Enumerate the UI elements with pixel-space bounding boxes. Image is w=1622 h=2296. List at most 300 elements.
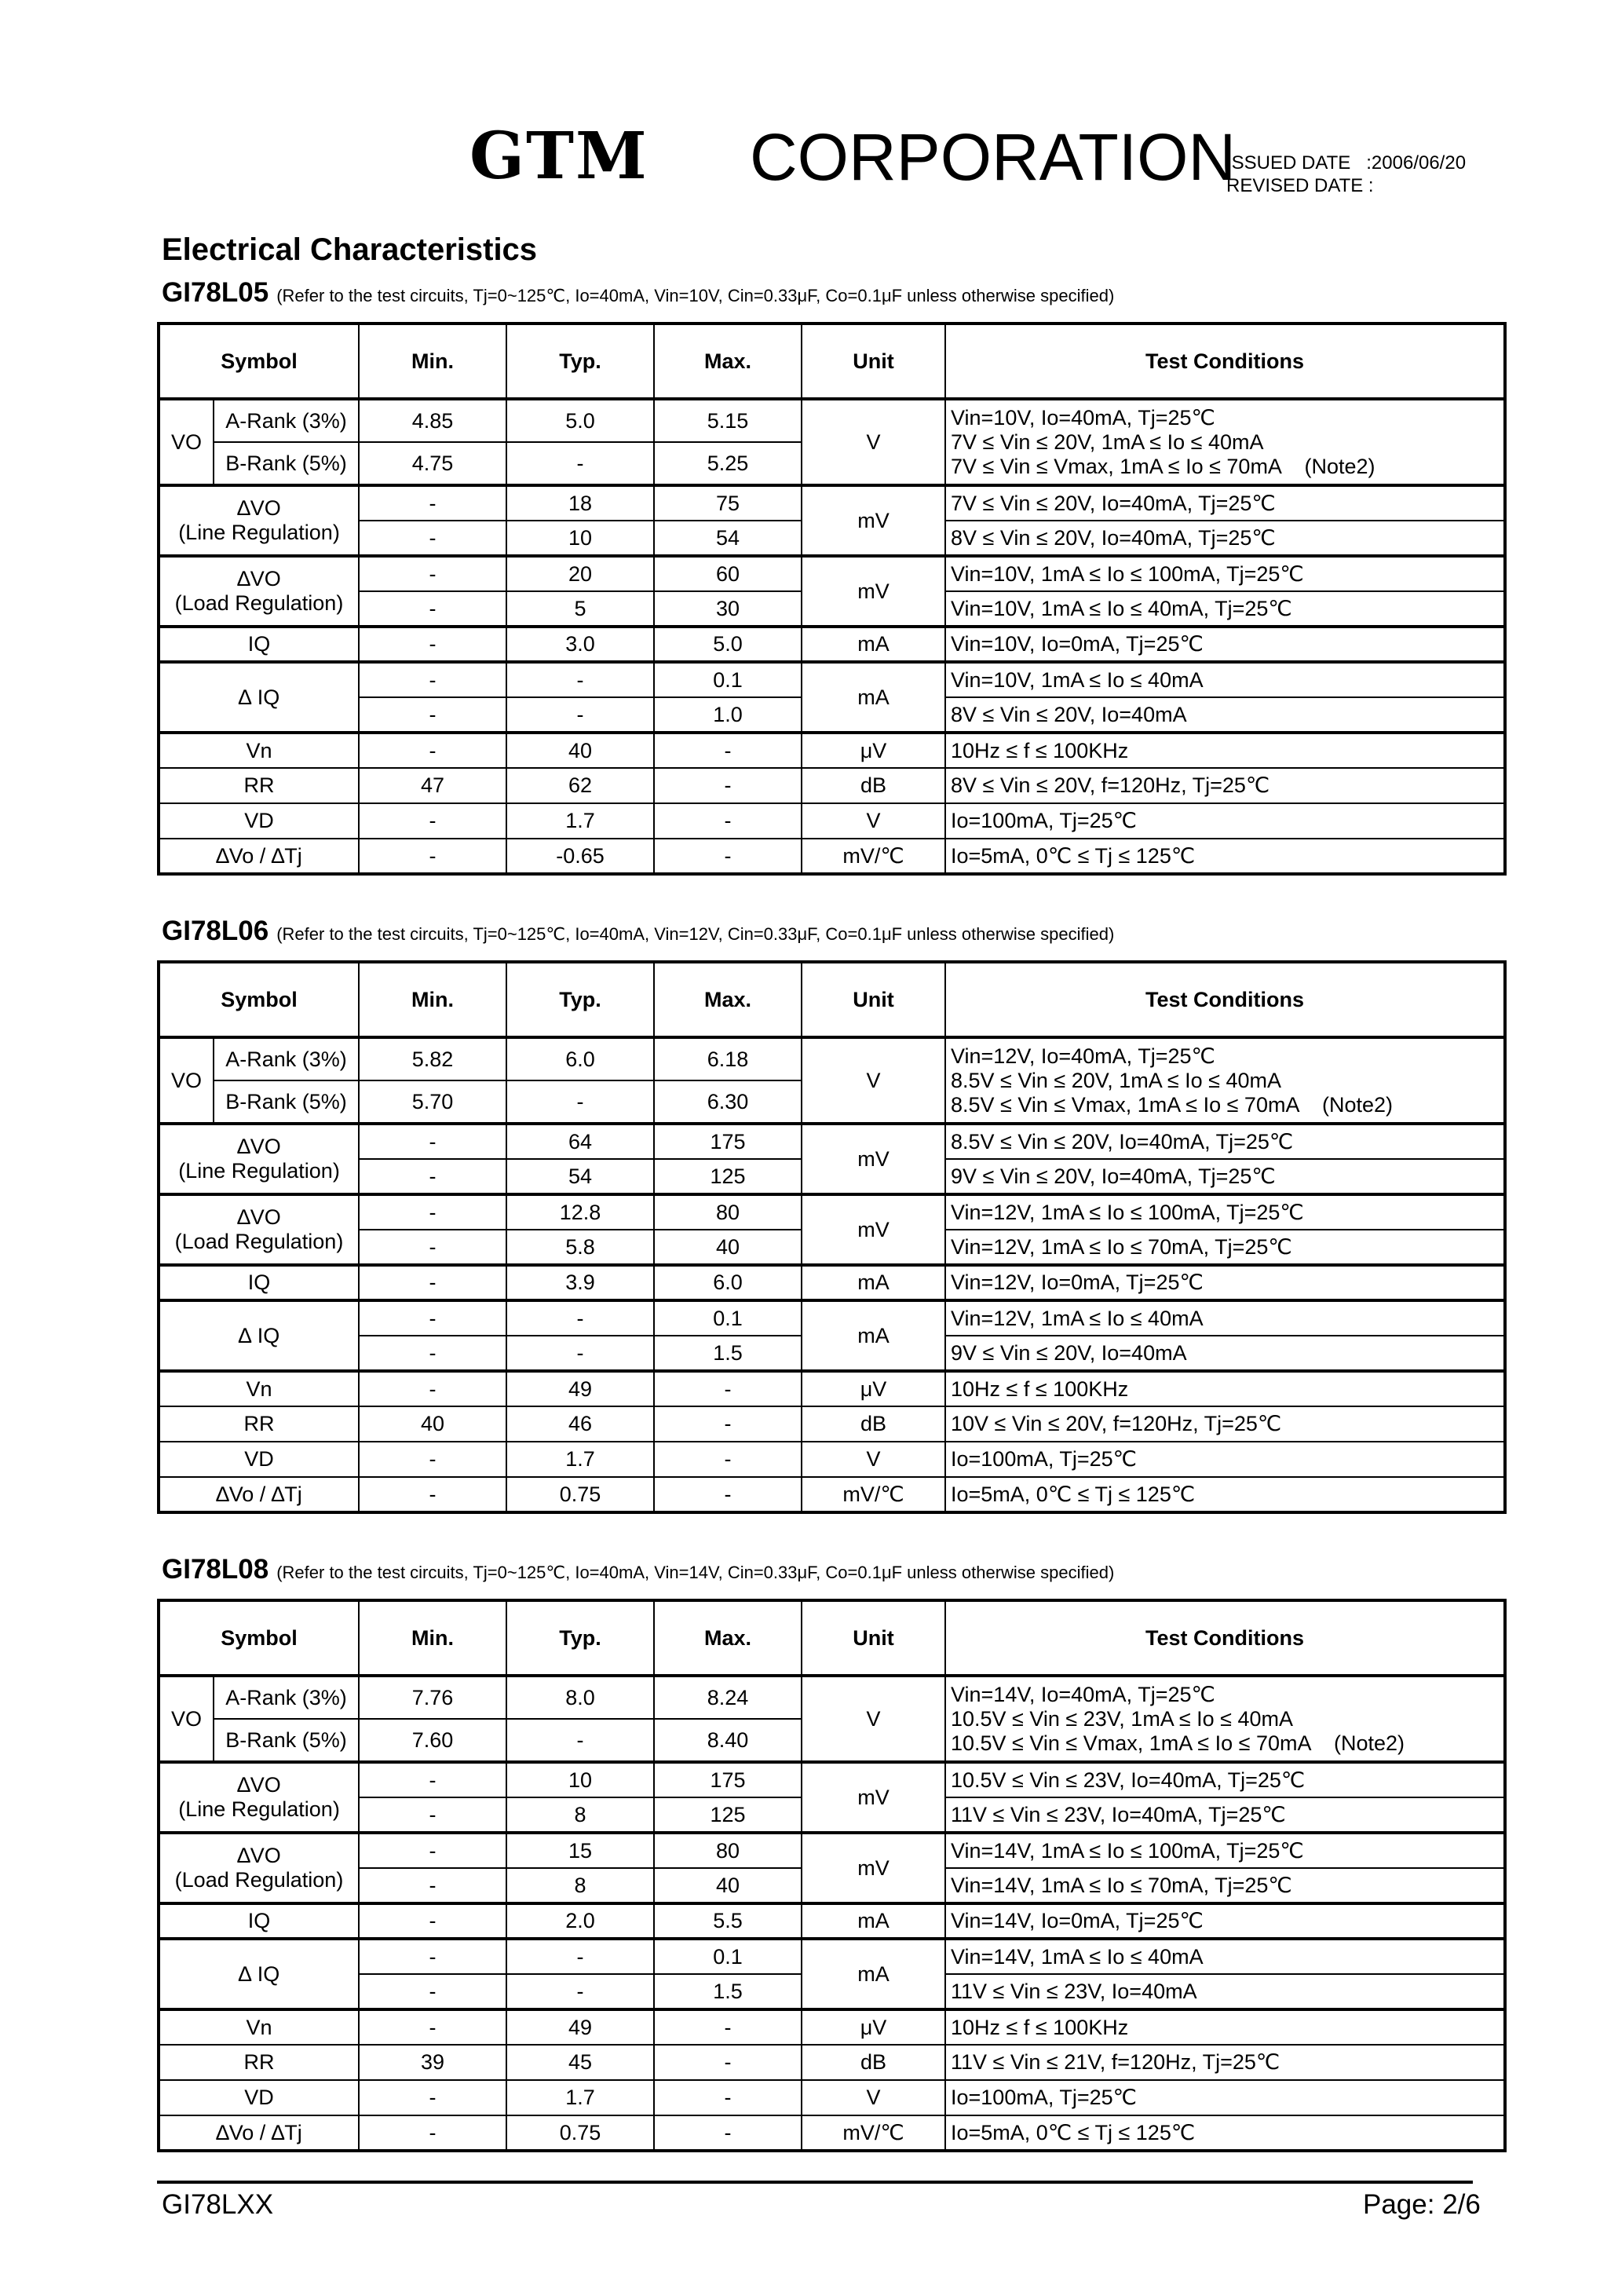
max-cell: 40 (654, 1868, 802, 1903)
typ-cell: 40 (506, 733, 654, 768)
min-cell: - (359, 1371, 506, 1406)
typ-cell: 62 (506, 768, 654, 803)
col-min: Min. (359, 1600, 506, 1676)
typ-cell: 5 (506, 591, 654, 627)
max-cell: 30 (654, 591, 802, 627)
company-logo: GTM (469, 119, 648, 194)
max-cell: 0.1 (654, 1939, 802, 1974)
unit-cell: V (802, 1676, 945, 1762)
unit-cell: mV (802, 556, 945, 627)
condition-line: Vin=12V, Io=40mA, Tj=25℃ (951, 1044, 1215, 1068)
symbol-subtext: (Line Regulation) (178, 1797, 340, 1821)
typ-cell: - (506, 697, 654, 733)
symbol-cell: VD (159, 2080, 359, 2115)
rank-cell: A-Rank (3%) (214, 399, 359, 442)
typ-cell: -0.65 (506, 839, 654, 874)
col-conditions: Test Conditions (945, 962, 1505, 1037)
typ-cell: - (506, 1974, 654, 2009)
min-cell: - (359, 1124, 506, 1159)
typ-cell: 6.0 (506, 1037, 654, 1080)
conditions-cell: Vin=14V, 1mA ≤ Io ≤ 40mA (945, 1939, 1505, 1974)
max-cell: 5.0 (654, 627, 802, 662)
typ-cell: - (506, 1719, 654, 1762)
max-cell: - (654, 2009, 802, 2045)
symbol-cell (159, 1762, 359, 1833)
max-cell: 5.25 (654, 442, 802, 485)
table-header-row (159, 1600, 1505, 1676)
table-row (159, 2115, 1505, 2151)
test-note: (Refer to the test circuits, Tj=0~125℃, Io=40mA, Vin=14V, Cin=0.33μF, Co=0.1μF unless otherwise specified) (276, 1563, 1115, 1582)
col-typ: Typ. (506, 1600, 654, 1676)
max-cell: 6.30 (654, 1080, 802, 1124)
max-cell: 5.15 (654, 399, 802, 442)
condition-line: 8.5V ≤ Vin ≤ 20V, 1mA ≤ Io ≤ 40mA (951, 1068, 1282, 1092)
conditions-cell: Io=5mA, 0℃ ≤ Tj ≤ 125℃ (945, 839, 1505, 874)
typ-cell: - (506, 442, 654, 485)
min-cell: - (359, 839, 506, 874)
symbol-text: ∆VO (237, 496, 281, 520)
conditions-cell: 10Hz ≤ f ≤ 100KHz (945, 1371, 1505, 1406)
rank-cell: B-Rank (5%) (214, 1080, 359, 1124)
min-cell: - (359, 1194, 506, 1230)
min-cell: 40 (359, 1406, 506, 1442)
footer-divider (157, 2181, 1473, 2184)
col-min: Min. (359, 324, 506, 399)
test-note: (Refer to the test circuits, Tj=0~125℃, Io=40mA, Vin=12V, Cin=0.33μF, Co=0.1μF unless otherwise specified) (276, 924, 1115, 944)
table-header-row (159, 962, 1505, 1037)
table-row (159, 1939, 1505, 1974)
conditions-cell: 7V ≤ Vin ≤ 20V, Io=40mA, Tj=25℃ (945, 485, 1505, 521)
max-cell: 80 (654, 1194, 802, 1230)
typ-cell: 45 (506, 2045, 654, 2080)
symbol-cell: VO (159, 399, 214, 485)
max-cell: 1.5 (654, 1336, 802, 1371)
table-header-row (159, 324, 1505, 399)
typ-cell: 54 (506, 1159, 654, 1194)
symbol-cell: RR (159, 2045, 359, 2080)
typ-cell: 49 (506, 2009, 654, 2045)
unit-cell: V (802, 803, 945, 839)
min-cell: 4.85 (359, 399, 506, 442)
table-row (159, 556, 1505, 591)
max-cell: 175 (654, 1124, 802, 1159)
company-name: CORPORATION (750, 120, 1237, 194)
table-row (159, 1124, 1505, 1159)
typ-cell: - (506, 1300, 654, 1336)
typ-cell: 3.9 (506, 1265, 654, 1300)
typ-cell: 12.8 (506, 1194, 654, 1230)
max-cell: 6.18 (654, 1037, 802, 1080)
table-row (159, 662, 1505, 697)
table-row (159, 1477, 1505, 1512)
table-row (159, 1676, 1505, 1719)
typ-cell: 64 (506, 1124, 654, 1159)
col-typ: Typ. (506, 962, 654, 1037)
typ-cell: 5.8 (506, 1230, 654, 1265)
table-row (159, 768, 1505, 803)
max-cell: - (654, 2080, 802, 2115)
symbol-subtext: (Load Regulation) (174, 1230, 344, 1253)
symbol-cell: ∆Vo / ∆Tj (159, 1477, 359, 1512)
unit-cell: mV (802, 1194, 945, 1265)
unit-cell: mA (802, 662, 945, 733)
symbol-cell (159, 1124, 359, 1194)
electrical-characteristics-table (157, 960, 1507, 1514)
condition-line: 10.5V ≤ Vin ≤ Vmax, 1mA ≤ Io ≤ 70mA (Note2) (951, 1731, 1405, 1755)
symbol-cell: VD (159, 803, 359, 839)
table-row (159, 2045, 1505, 2080)
min-cell: - (359, 1903, 506, 1939)
min-cell: - (359, 556, 506, 591)
conditions-cell: 8V ≤ Vin ≤ 20V, Io=40mA (945, 697, 1505, 733)
symbol-cell: RR (159, 1406, 359, 1442)
unit-cell: V (802, 1442, 945, 1477)
table-row (159, 1371, 1505, 1406)
max-cell: 175 (654, 1762, 802, 1797)
max-cell: 75 (654, 485, 802, 521)
min-cell: 5.70 (359, 1080, 506, 1124)
conditions-cell: 11V ≤ Vin ≤ 23V, Io=40mA (945, 1974, 1505, 2009)
max-cell: - (654, 733, 802, 768)
max-cell: 0.1 (654, 1300, 802, 1336)
conditions-cell: 8.5V ≤ Vin ≤ 20V, Io=40mA, Tj=25℃ (945, 1124, 1505, 1159)
unit-cell: V (802, 1037, 945, 1124)
unit-cell: mV (802, 1124, 945, 1194)
col-unit: Unit (802, 1600, 945, 1676)
symbol-cell (159, 556, 359, 627)
max-cell: 8.24 (654, 1676, 802, 1719)
condition-line: 8.5V ≤ Vin ≤ Vmax, 1mA ≤ Io ≤ 70mA (Note2) (951, 1092, 1394, 1117)
table-heading (162, 917, 1114, 945)
symbol-cell (159, 1833, 359, 1903)
unit-cell: dB (802, 768, 945, 803)
revised-date: REVISED DATE : (1226, 175, 1374, 196)
min-cell: - (359, 1230, 506, 1265)
min-cell: - (359, 521, 506, 556)
table-row (159, 1833, 1505, 1868)
col-unit: Unit (802, 962, 945, 1037)
conditions-cell: 11V ≤ Vin ≤ 21V, f=120Hz, Tj=25℃ (945, 2045, 1505, 2080)
max-cell: 8.40 (654, 1719, 802, 1762)
typ-cell: 5.0 (506, 399, 654, 442)
condition-line: 7V ≤ Vin ≤ 20V, 1mA ≤ Io ≤ 40mA (951, 430, 1264, 454)
symbol-cell: VO (159, 1676, 214, 1762)
max-cell: 0.1 (654, 662, 802, 697)
min-cell: - (359, 1336, 506, 1371)
conditions-cell (945, 1676, 1505, 1762)
typ-cell: 0.75 (506, 1477, 654, 1512)
max-cell: 80 (654, 1833, 802, 1868)
unit-cell: dB (802, 2045, 945, 2080)
typ-cell: - (506, 1336, 654, 1371)
col-conditions: Test Conditions (945, 1600, 1505, 1676)
unit-cell: mV (802, 1762, 945, 1833)
symbol-cell: IQ (159, 1265, 359, 1300)
typ-cell: 20 (506, 556, 654, 591)
symbol-cell: ∆Vo / ∆Tj (159, 839, 359, 874)
typ-cell: 8 (506, 1797, 654, 1833)
col-max: Max. (654, 324, 802, 399)
electrical-characteristics-table (157, 322, 1507, 876)
max-cell: 6.0 (654, 1265, 802, 1300)
symbol-text: ∆VO (237, 567, 281, 590)
conditions-cell (945, 1037, 1505, 1124)
table-row (159, 733, 1505, 768)
conditions-cell: Io=5mA, 0℃ ≤ Tj ≤ 125℃ (945, 2115, 1505, 2151)
symbol-cell: ∆Vo / ∆Tj (159, 2115, 359, 2151)
typ-cell: 8.0 (506, 1676, 654, 1719)
symbol-text: ∆VO (237, 1844, 281, 1867)
conditions-cell: Vin=12V, 1mA ≤ Io ≤ 40mA (945, 1300, 1505, 1336)
max-cell: 40 (654, 1230, 802, 1265)
unit-cell: mV (802, 1833, 945, 1903)
conditions-cell: 10V ≤ Vin ≤ 20V, f=120Hz, Tj=25℃ (945, 1406, 1505, 1442)
symbol-subtext: (Load Regulation) (174, 1868, 344, 1892)
col-max: Max. (654, 962, 802, 1037)
conditions-cell: Vin=14V, 1mA ≤ Io ≤ 70mA, Tj=25℃ (945, 1868, 1505, 1903)
min-cell: - (359, 1833, 506, 1868)
min-cell: - (359, 2115, 506, 2151)
typ-cell: 2.0 (506, 1903, 654, 1939)
typ-cell: 10 (506, 1762, 654, 1797)
unit-cell: V (802, 2080, 945, 2115)
typ-cell: 49 (506, 1371, 654, 1406)
symbol-subtext: (Line Regulation) (178, 1159, 340, 1183)
min-cell: - (359, 627, 506, 662)
min-cell: 39 (359, 2045, 506, 2080)
table-row (159, 1265, 1505, 1300)
conditions-cell: Vin=10V, 1mA ≤ Io ≤ 40mA, Tj=25℃ (945, 591, 1505, 627)
typ-cell: 8 (506, 1868, 654, 1903)
table-row (159, 839, 1505, 874)
test-note: (Refer to the test circuits, Tj=0~125℃, Io=40mA, Vin=10V, Cin=0.33μF, Co=0.1μF unless otherwise specified) (276, 286, 1115, 305)
min-cell: 7.76 (359, 1676, 506, 1719)
symbol-cell: RR (159, 768, 359, 803)
conditions-cell: Io=100mA, Tj=25℃ (945, 1442, 1505, 1477)
condition-line: Vin=14V, Io=40mA, Tj=25℃ (951, 1682, 1215, 1706)
table-row (159, 1300, 1505, 1336)
table-row (159, 1442, 1505, 1477)
min-cell: - (359, 1477, 506, 1512)
max-cell: - (654, 839, 802, 874)
min-cell: - (359, 1159, 506, 1194)
typ-cell: - (506, 662, 654, 697)
table-row (159, 1194, 1505, 1230)
max-cell: 125 (654, 1797, 802, 1833)
min-cell: - (359, 803, 506, 839)
symbol-cell (159, 485, 359, 556)
condition-line: 10.5V ≤ Vin ≤ 23V, 1mA ≤ Io ≤ 40mA (951, 1706, 1294, 1731)
conditions-cell: 11V ≤ Vin ≤ 23V, Io=40mA, Tj=25℃ (945, 1797, 1505, 1833)
col-symbol: Symbol (159, 1600, 359, 1676)
max-cell: 54 (654, 521, 802, 556)
col-symbol: Symbol (159, 324, 359, 399)
conditions-cell: Vin=12V, 1mA ≤ Io ≤ 100mA, Tj=25℃ (945, 1194, 1505, 1230)
typ-cell: 18 (506, 485, 654, 521)
conditions-cell: Vin=10V, 1mA ≤ Io ≤ 100mA, Tj=25℃ (945, 556, 1505, 591)
max-cell: - (654, 1406, 802, 1442)
conditions-cell: Vin=12V, 1mA ≤ Io ≤ 70mA, Tj=25℃ (945, 1230, 1505, 1265)
unit-cell: mA (802, 1300, 945, 1371)
unit-cell: mV/℃ (802, 2115, 945, 2151)
table-row (159, 1037, 1505, 1080)
conditions-cell: 10Hz ≤ f ≤ 100KHz (945, 733, 1505, 768)
max-cell: - (654, 803, 802, 839)
conditions-cell: 9V ≤ Vin ≤ 20V, Io=40mA, Tj=25℃ (945, 1159, 1505, 1194)
min-cell: - (359, 697, 506, 733)
unit-cell: mA (802, 1265, 945, 1300)
table-row (159, 1903, 1505, 1939)
table-row (159, 1406, 1505, 1442)
conditions-cell: 10.5V ≤ Vin ≤ 23V, Io=40mA, Tj=25℃ (945, 1762, 1505, 1797)
min-cell: - (359, 1265, 506, 1300)
unit-cell: μV (802, 2009, 945, 2045)
conditions-cell: Vin=10V, Io=0mA, Tj=25℃ (945, 627, 1505, 662)
max-cell: - (654, 1477, 802, 1512)
col-symbol: Symbol (159, 962, 359, 1037)
min-cell: 4.75 (359, 442, 506, 485)
unit-cell: V (802, 399, 945, 485)
footer-page-number: Page: 2/6 (1363, 2189, 1481, 2220)
table-row (159, 485, 1505, 521)
section-title: Electrical Characteristics (162, 232, 538, 267)
model-name: GI78L06 (162, 916, 269, 946)
unit-cell: mV/℃ (802, 1477, 945, 1512)
unit-cell: mV/℃ (802, 839, 945, 874)
min-cell: - (359, 662, 506, 697)
unit-cell: mA (802, 1903, 945, 1939)
conditions-cell: Io=5mA, 0℃ ≤ Tj ≤ 125℃ (945, 1477, 1505, 1512)
conditions-cell: 9V ≤ Vin ≤ 20V, Io=40mA (945, 1336, 1505, 1371)
symbol-cell: IQ (159, 1903, 359, 1939)
symbol-cell: VD (159, 1442, 359, 1477)
conditions-cell: Vin=14V, Io=0mA, Tj=25℃ (945, 1903, 1505, 1939)
table-row (159, 1762, 1505, 1797)
symbol-cell: Vn (159, 2009, 359, 2045)
min-cell: - (359, 1797, 506, 1833)
footer-part-name: GI78LXX (162, 2189, 274, 2220)
symbol-cell (159, 1194, 359, 1265)
typ-cell: 0.75 (506, 2115, 654, 2151)
min-cell: - (359, 1442, 506, 1477)
conditions-cell: Io=100mA, Tj=25℃ (945, 803, 1505, 839)
max-cell: - (654, 1371, 802, 1406)
max-cell: - (654, 1442, 802, 1477)
typ-cell: 3.0 (506, 627, 654, 662)
typ-cell: 1.7 (506, 2080, 654, 2115)
symbol-cell: Vn (159, 1371, 359, 1406)
min-cell: - (359, 591, 506, 627)
max-cell: 5.5 (654, 1903, 802, 1939)
min-cell: - (359, 2080, 506, 2115)
typ-cell: 46 (506, 1406, 654, 1442)
min-cell: 47 (359, 768, 506, 803)
conditions-cell: Vin=12V, Io=0mA, Tj=25℃ (945, 1265, 1505, 1300)
table-row (159, 2080, 1505, 2115)
symbol-cell: Vn (159, 733, 359, 768)
max-cell: - (654, 2045, 802, 2080)
conditions-cell: Vin=14V, 1mA ≤ Io ≤ 100mA, Tj=25℃ (945, 1833, 1505, 1868)
max-cell: 60 (654, 556, 802, 591)
min-cell: - (359, 1868, 506, 1903)
unit-cell: dB (802, 1406, 945, 1442)
max-cell: 125 (654, 1159, 802, 1194)
col-max: Max. (654, 1600, 802, 1676)
min-cell: - (359, 733, 506, 768)
col-typ: Typ. (506, 324, 654, 399)
conditions-cell: 8V ≤ Vin ≤ 20V, Io=40mA, Tj=25℃ (945, 521, 1505, 556)
max-cell: - (654, 2115, 802, 2151)
table-row (159, 803, 1505, 839)
symbol-cell: ∆ IQ (159, 1300, 359, 1371)
min-cell: 7.60 (359, 1719, 506, 1762)
symbol-cell: IQ (159, 627, 359, 662)
col-conditions: Test Conditions (945, 324, 1505, 399)
table-row (159, 2009, 1505, 2045)
symbol-text: ∆VO (237, 1773, 281, 1797)
symbol-subtext: (Load Regulation) (174, 591, 344, 615)
min-cell: - (359, 485, 506, 521)
max-cell: 1.5 (654, 1974, 802, 2009)
table-row (159, 627, 1505, 662)
conditions-cell: Io=100mA, Tj=25℃ (945, 2080, 1505, 2115)
symbol-text: ∆VO (237, 1135, 281, 1158)
min-cell: 5.82 (359, 1037, 506, 1080)
symbol-cell: ∆ IQ (159, 1939, 359, 2009)
rank-cell: B-Rank (5%) (214, 1719, 359, 1762)
conditions-cell: Vin=10V, 1mA ≤ Io ≤ 40mA (945, 662, 1505, 697)
min-cell: - (359, 1762, 506, 1797)
symbol-subtext: (Line Regulation) (178, 521, 340, 544)
min-cell: - (359, 1300, 506, 1336)
table-heading (162, 279, 1114, 306)
typ-cell: 10 (506, 521, 654, 556)
col-unit: Unit (802, 324, 945, 399)
typ-cell: 1.7 (506, 1442, 654, 1477)
rank-cell: A-Rank (3%) (214, 1676, 359, 1719)
electrical-characteristics-table (157, 1599, 1507, 2152)
table-row (159, 399, 1505, 442)
unit-cell: mV (802, 485, 945, 556)
symbol-cell: ∆ IQ (159, 662, 359, 733)
unit-cell: μV (802, 733, 945, 768)
col-min: Min. (359, 962, 506, 1037)
symbol-text: ∆VO (237, 1205, 281, 1229)
model-name: GI78L05 (162, 277, 269, 308)
issued-date: ISSUED DATE :2006/06/20 (1226, 152, 1467, 174)
min-cell: - (359, 1974, 506, 2009)
max-cell: - (654, 768, 802, 803)
rank-cell: A-Rank (3%) (214, 1037, 359, 1080)
condition-line: 7V ≤ Vin ≤ Vmax, 1mA ≤ Io ≤ 70mA (Note2) (951, 454, 1375, 478)
unit-cell: mA (802, 627, 945, 662)
conditions-cell: 8V ≤ Vin ≤ 20V, f=120Hz, Tj=25℃ (945, 768, 1505, 803)
condition-line: Vin=10V, Io=40mA, Tj=25℃ (951, 405, 1215, 430)
typ-cell: 15 (506, 1833, 654, 1868)
unit-cell: μV (802, 1371, 945, 1406)
unit-cell: mA (802, 1939, 945, 2009)
typ-cell: - (506, 1939, 654, 1974)
conditions-cell: 10Hz ≤ f ≤ 100KHz (945, 2009, 1505, 2045)
max-cell: 1.0 (654, 697, 802, 733)
table-heading (162, 1556, 1114, 1583)
typ-cell: 1.7 (506, 803, 654, 839)
model-name: GI78L08 (162, 1554, 269, 1585)
min-cell: - (359, 2009, 506, 2045)
symbol-cell: VO (159, 1037, 214, 1124)
rank-cell: B-Rank (5%) (214, 442, 359, 485)
min-cell: - (359, 1939, 506, 1974)
